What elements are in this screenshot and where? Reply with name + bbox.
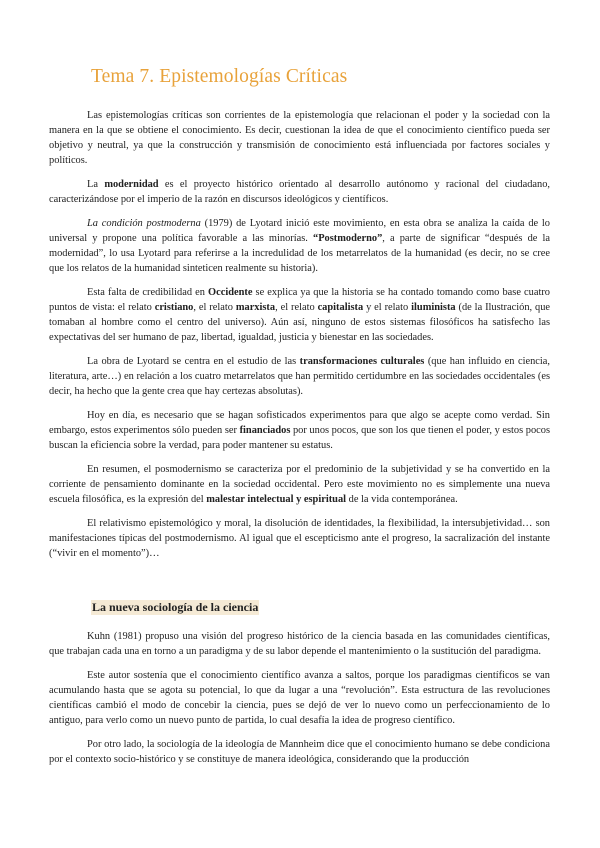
text-run: Esta falta de credibilidad en (87, 287, 209, 298)
text-run: La (87, 179, 105, 190)
bold-term-financiados: financiados (239, 425, 291, 436)
text-run: se explica ya que la historia se ha contado tomando como base cuatro puntos de vista: el relato (49, 287, 550, 313)
text-run: (que han influido en ciencia, literatura, arte…) en relación a los cuatro metarrelatos que han permitido certidumbre en las sociedades occidentales (es decir, ha hecho que la gente crea que hay certezas absolutas). (49, 356, 550, 397)
text-run: por unos pocos, que son los que tienen el poder, y estos pocos buscan la eficiencia sobre la verdad, para poder mantener su estatus. (49, 425, 550, 451)
bold-term-malestar: malestar intelectual y espiritual (206, 494, 347, 505)
bold-term-occidente: Occidente (208, 287, 253, 298)
paragraph-intro: Las epistemologías críticas son corrientes de la epistemología que relacionan el poder y la sociedad con la manera en la que se obtiene el conocimiento. Es decir, cuestionan la idea de que el conocimiento científico pueda ser objetivo y neutral, ya que la construcción y transmisión de conocimiento está influenciada por factores sociales y políticos. (49, 110, 550, 166)
bold-term-marxista: marxista (235, 302, 276, 313)
section-heading: La nueva sociología de la ciencia (92, 600, 259, 614)
text-run: En resumen, el posmodernismo se caracteriza por el predominio de la subjetividad y se ha convertido en la corriente de pensamiento dominante en la sociedad occidental. Pero este movimiento no es simplemente una nueva escuela filosófica, es la expresión del (49, 464, 550, 505)
text-run: Hoy en día, es necesario que se hagan sofisticados experimentos para que algo se acepte como verdad. Sin embargo, estos experimentos sólo pueden ser (49, 410, 550, 436)
text-run: , el relato (275, 302, 318, 313)
bold-term-postmoderno: “Postmoderno” (313, 233, 383, 244)
text-run: es el proyecto histórico orientado al desarrollo autónomo y racional del ciudadano, caracterizándose por el imperio de la razón en discursos ideológicos y científicos. (49, 179, 551, 205)
text-run: de la vida contemporánea. (346, 494, 458, 505)
bold-term-capitalista: capitalista (317, 302, 364, 313)
paragraph-modernidad (49, 177, 550, 207)
bold-term-modernidad: modernidad (104, 179, 159, 190)
page-title: Tema 7. Epistemologías Críticas (91, 66, 348, 87)
bold-term-transformaciones: transformaciones culturales (299, 356, 425, 367)
paragraph-relativismo: El relativismo epistemológico y moral, la disolución de identidades, la flexibilidad, la intersubjetividad… son manifestaciones típicas del postmodernismo. Al igual que el escepticismo ante el progreso, la sacralización del instante (“vivir en el momento”)… (49, 518, 550, 559)
text-run: , el relato (193, 302, 236, 313)
paragraph-occidente (49, 285, 550, 345)
document-body (49, 108, 550, 776)
bold-term-cristiano: cristiano (154, 302, 194, 313)
text-run: (de la Ilustración, que tomaban al hombre como el centro del universo). Aún así, ninguno de estos sistemas filosóficos ha satisfecho las expectativas del ser humano de paz, libertad, igualdad, justicia y bienestar en las sociedades. (49, 302, 551, 343)
paragraph-transformaciones (49, 354, 550, 399)
text-run: La obra de Lyotard se centra en el estudio de las (87, 356, 300, 367)
paragraph-revoluciones: Este autor sostenía que el conocimiento científico avanza a saltos, porque los paradigmas científicos se van acumulando hasta que se agota su potencial, lo que da lugar a una “revolución”. Esta estructura de las revoluciones científicas cambió el modo de concebir la ciencia, pues se dejó de ver lo nuevo como un perfeccionamiento de lo antiguo, para verlo como un nuevo punto de partida, lo cual desafía la idea de progreso científico. (49, 670, 550, 726)
paragraph-mannheim: Por otro lado, la sociología de la ideología de Mannheim dice que el conocimiento humano se debe condiciona por el contexto socio-histórico y se constituye de manera ideológica, considerando que la producción (49, 739, 550, 765)
paragraph-kuhn: Kuhn (1981) propuso una visión del progreso histórico de la ciencia basada en las comunidades científicas, que trabajan cada una en torno a un paradigma y de su labor depende el mantenimiento o la sustitución del paradigma. (49, 631, 550, 657)
text-run: (1979) de Lyotard inició este movimiento, en esta obra se analiza la caída de lo universal y propone una política favorable a las minorías. (49, 218, 551, 244)
italic-book-title: La condición postmoderna (87, 218, 201, 229)
paragraph-resumen (49, 462, 550, 507)
text-run: y el relato (363, 302, 412, 313)
paragraph-experimentos (49, 408, 550, 453)
text-run: , a parte de significar “después de la modernidad”, lo usa Lyotard para referirse a la incredulidad de los metarrelatos de la humanidad (es decir, no se cree que los relatos de la humanidad sinteticen realmente su historia). (49, 233, 550, 274)
bold-term-iluminista: iluminista (411, 302, 456, 313)
paragraph-lyotard (49, 216, 550, 276)
